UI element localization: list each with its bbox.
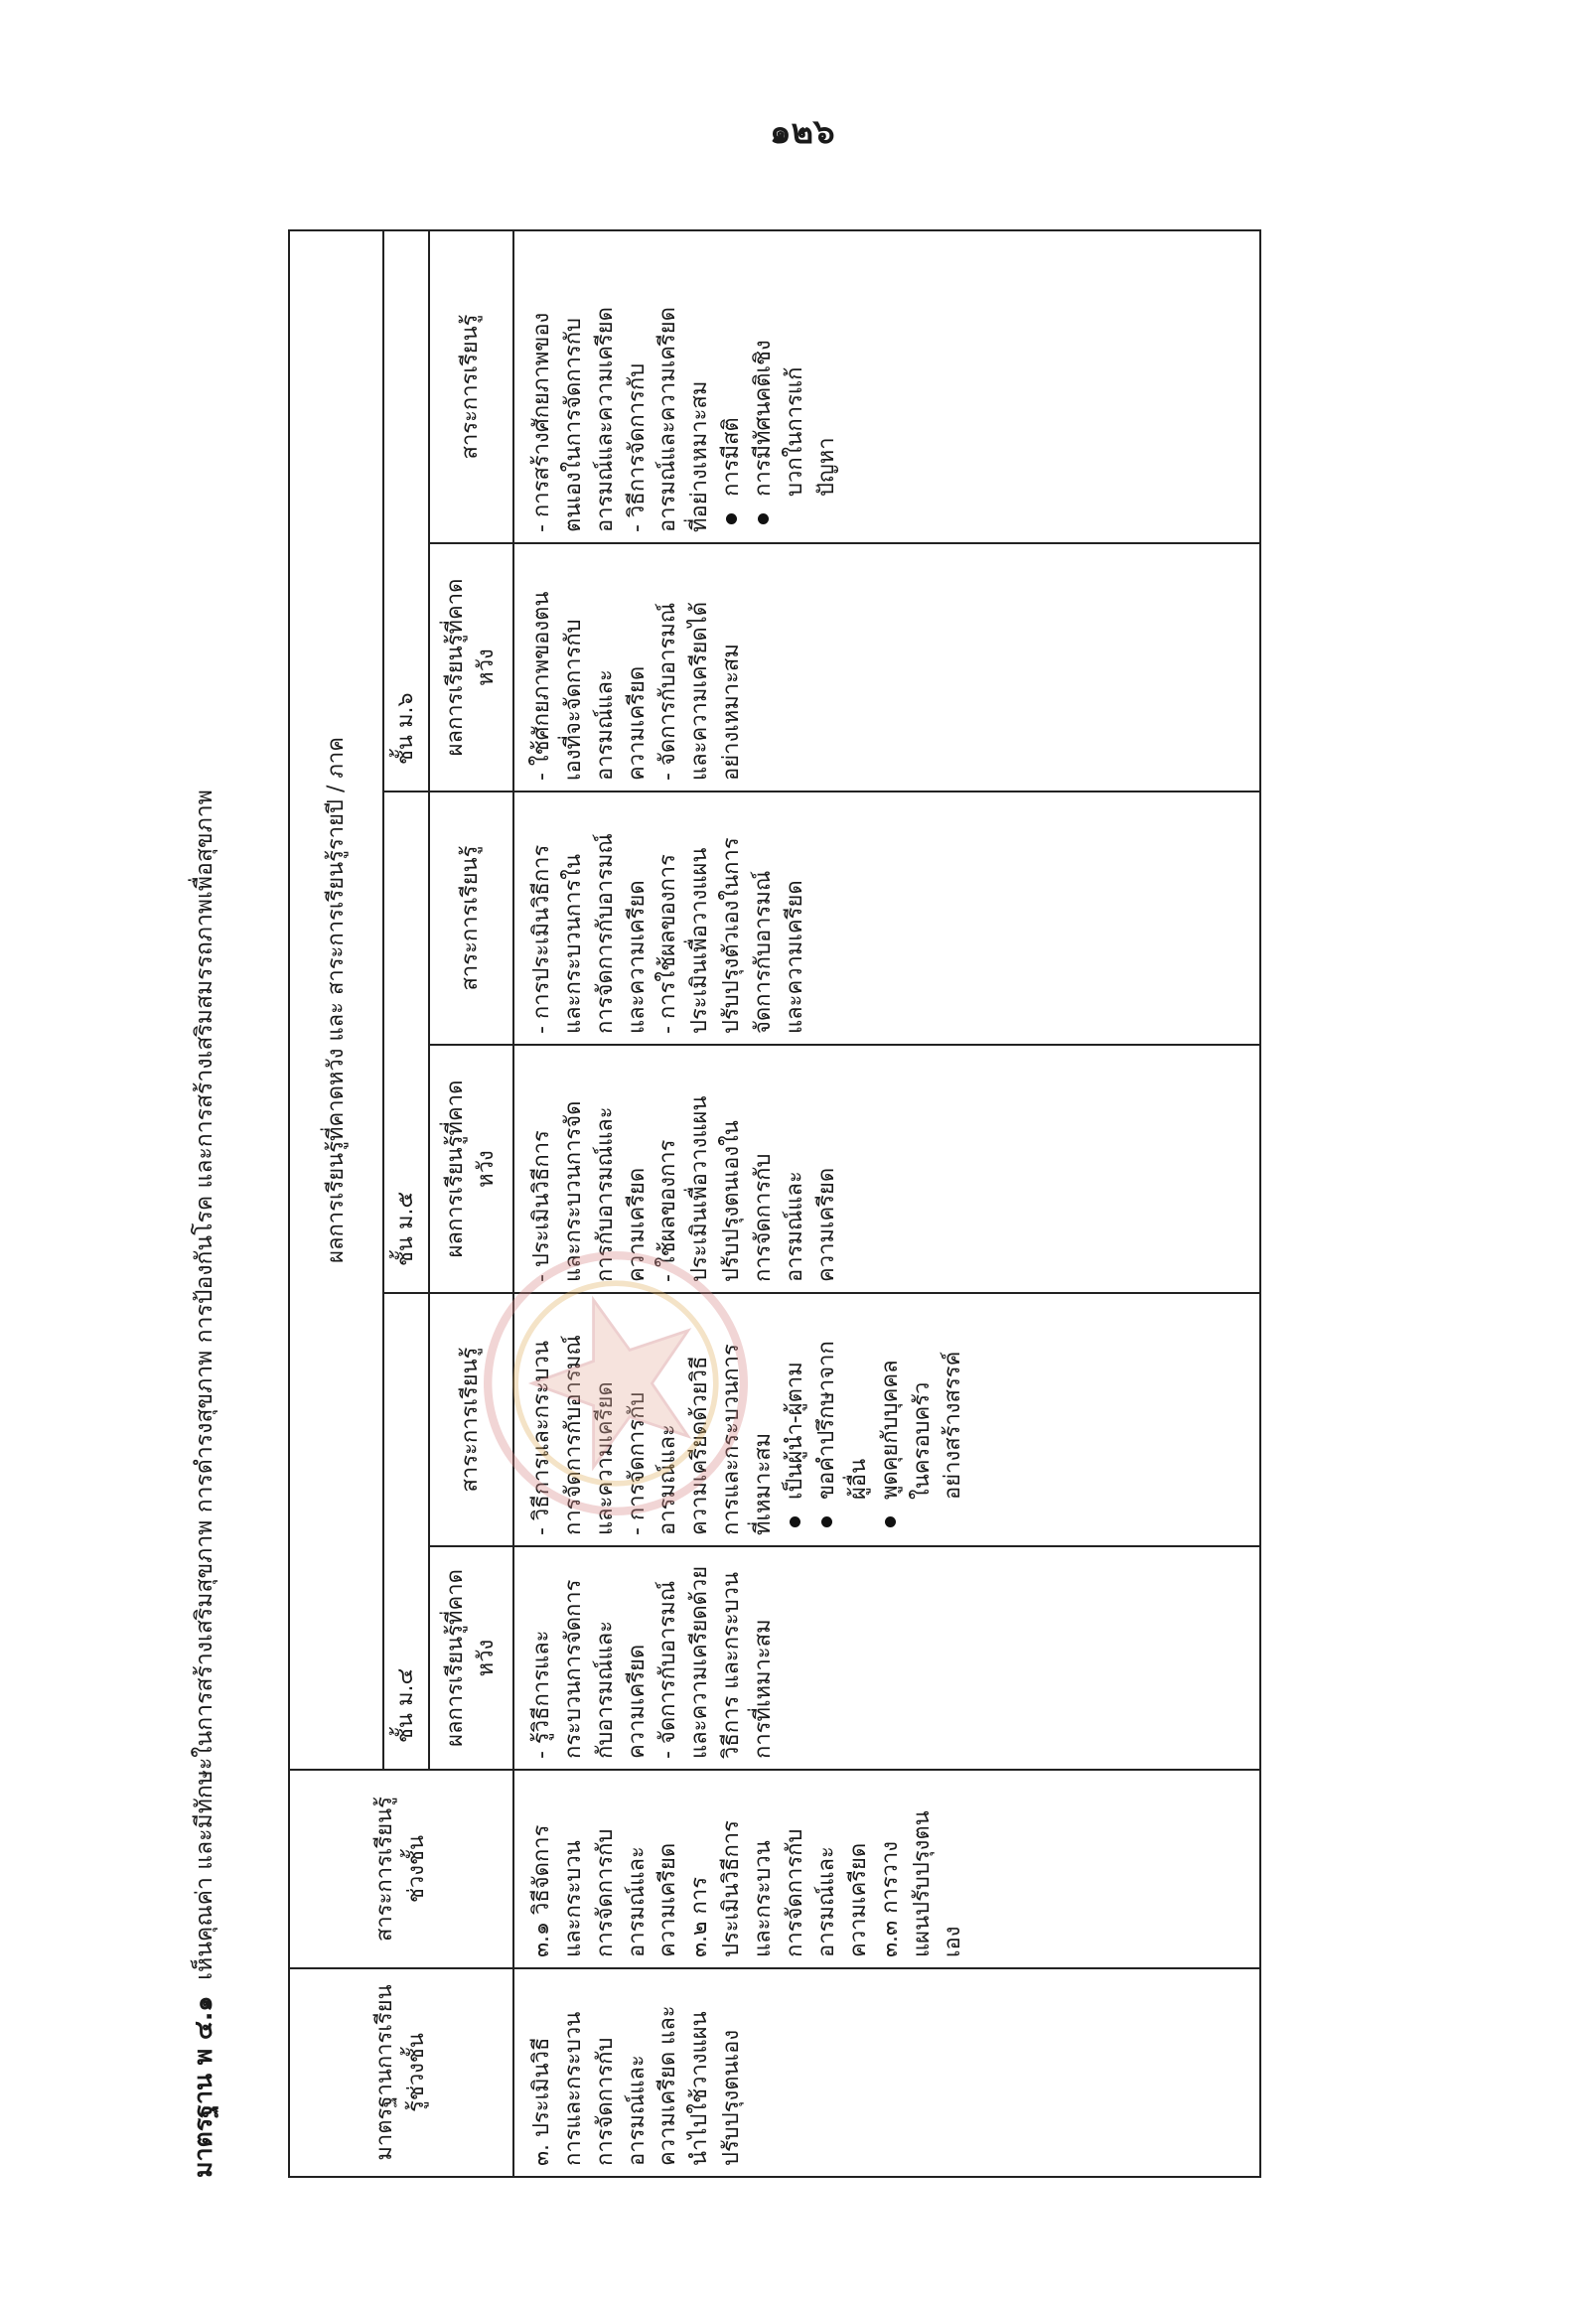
text-line: - การจัดการกับ: [624, 1391, 650, 1535]
text-line: ที่อย่างเหมาะสม: [687, 380, 713, 532]
cell-m6-content: [513, 230, 1260, 543]
header-m5-outcome: ผลการเรียนรู้ที่คาด หวัง: [429, 1045, 513, 1293]
cell-standard: [513, 1968, 1260, 2177]
text-line: การจัดการกับ: [751, 1153, 777, 1282]
bullet-item: [780, 1304, 811, 1535]
header-grade-m4: ชั้น ม.๔: [383, 1293, 429, 1770]
text-line: - ใช้ผลของการ: [655, 1139, 681, 1282]
text-line: อารมณ์และความเครียด: [655, 307, 681, 532]
bullet-item: [748, 241, 843, 532]
text-line: ความเครียด: [813, 1167, 839, 1282]
text-line: การจัดการกับอารมณ์: [560, 1335, 586, 1535]
text-line: ตนเองในการจัดการกับ: [560, 317, 586, 532]
text-line: การและกระบวน: [560, 2011, 586, 2166]
text-line: อารมณ์และ: [624, 2055, 650, 2166]
text-line: อารมณ์และ: [813, 1846, 839, 1957]
header-m6-content: สาระการเรียนรู้: [429, 230, 513, 543]
cell-core-content: [513, 1770, 1260, 1968]
standard-description: เห็นคุณค่า และมีทักษะในการสร้างเสริมสุขภาพ การดำรงสุขภาพ การป้องกันโรค และการสร้างเสริมสมรรถภาพเพื่อสุขภาพ: [192, 790, 218, 1980]
text-line: การจัดการกับ: [592, 2037, 618, 2166]
text-line: อารมณ์และ: [655, 1424, 681, 1535]
text-line: ปรับปรุงตนเอง: [719, 2029, 745, 2166]
text-line: - ประเมินวิธีการ: [528, 1130, 554, 1282]
text-line: การและกระบวนการ: [719, 1344, 745, 1535]
bullet-item: [811, 1304, 875, 1535]
text-line: การจัดการกับ: [592, 1828, 618, 1957]
text-line: - ใช้ศักยภาพของตน: [528, 591, 554, 781]
text-line: - จัดการกับอารมณ์: [655, 1580, 681, 1759]
bullet-text: พูดคุยกับบุคคล: [877, 1360, 903, 1500]
header-m4-outcome: ผลการเรียนรู้ที่คาด หวัง: [429, 1546, 513, 1770]
cell-m5-content: [513, 792, 1260, 1045]
text-line: ๓.๒ การ: [687, 1876, 713, 1957]
text-line: และความเครียด: [624, 880, 650, 1034]
text-line: กระบวนการจัดการ: [560, 1579, 586, 1759]
text-line: ที่เหมาะสม: [751, 1432, 777, 1535]
bullet-text: การมีทัศนคติเชิง: [751, 340, 777, 497]
text-line: กับอารมณ์และ: [592, 1620, 618, 1759]
curriculum-table: [288, 229, 1261, 2178]
bullet-text: ในครอบครัว: [909, 1381, 935, 1500]
text-line: และกระบวนการจัด: [560, 1100, 586, 1282]
text-line: จัดการกับอารมณ์: [751, 870, 777, 1034]
text-line: อารมณ์และ: [783, 1171, 808, 1282]
document-title: [174, 790, 233, 2178]
text-line: ความเครียดด้วยวิธี: [687, 1356, 713, 1535]
text-line: ปรับปรุงตัวเองในการ: [719, 837, 745, 1034]
header-group: ผลการเรียนรู้ที่คาดหวัง และ สาระการเรียนรู้รายปี / ภาค: [289, 230, 383, 1770]
text-line: และกระบวน: [751, 1840, 777, 1957]
bullet-item: [716, 241, 748, 532]
cell-m5-outcome: [513, 1045, 1260, 1293]
bullet-text: ผู้อื่น: [845, 1458, 871, 1500]
cell-m6-outcome: [513, 543, 1260, 792]
bullet-text: การมีสติ: [719, 417, 745, 497]
bullet-text: อย่างสร้างสรรค์: [941, 1351, 966, 1500]
header-m4-content: สาระการเรียนรู้: [429, 1293, 513, 1546]
page-number: ๑๒๖: [770, 112, 835, 152]
text-line: อารมณ์และ: [624, 1846, 650, 1957]
bullet-item: [875, 1304, 970, 1535]
text-line: เองที่จะจัดการกับ: [560, 619, 586, 781]
text-line: อารมณ์และความเครียด: [592, 307, 618, 532]
text-line: อย่างเหมาะสม: [719, 644, 745, 781]
text-line: - จัดการกับอารมณ์: [655, 602, 681, 781]
cell-m4-content: [513, 1293, 1260, 1546]
text-line: การจัดการกับอารมณ์: [592, 833, 618, 1034]
text-line: และความเครียดได้: [687, 602, 713, 781]
text-line: ประเมินเพื่อวางแผน: [687, 1095, 713, 1282]
text-line: ความเครียด: [655, 1842, 681, 1957]
text-line: แผนปรับปรุงตน: [909, 1810, 935, 1957]
text-line: ๓.๓ การวาง: [877, 1840, 903, 1957]
text-line: - การสร้างศักยภาพของ: [528, 312, 554, 532]
header-m6-outcome: ผลการเรียนรู้ที่คาด หวัง: [429, 543, 513, 792]
text-line: การจัดการกับ: [783, 1828, 808, 1957]
text-line: ปรับปรุงตนเองใน: [719, 1120, 745, 1282]
text-line: - วิธีการจัดการกับ: [624, 362, 650, 532]
text-line: และกระบวนการใน: [560, 853, 586, 1034]
standard-code: มาตรฐาน พ ๔.๑: [189, 1995, 218, 2178]
text-line: และความเครียด: [592, 1381, 618, 1535]
text-line: และความเครียด: [783, 880, 808, 1034]
text-line: ๓. ประเมินวิธี: [528, 2037, 554, 2166]
bullet-text: ขอคำปรึกษาจาก: [813, 1341, 839, 1500]
text-line: ประเมินวิธีการ: [719, 1820, 745, 1957]
text-line: - การใช้ผลของการ: [655, 854, 681, 1034]
text-line: - การประเมินวิธีการ: [528, 844, 554, 1034]
text-line: ความเครียด และ: [655, 2005, 681, 2166]
bullet-text: ปัญหา: [813, 437, 839, 497]
text-line: ความเครียด: [624, 1644, 650, 1759]
rotated-page-content: [174, 192, 1296, 2178]
text-line: และกระบวน: [560, 1840, 586, 1957]
header-grade-m5: ชั้น ม.๕: [383, 792, 429, 1293]
text-line: การที่เหมาะสม: [751, 1619, 777, 1759]
text-line: - รู้วิธีการและ: [528, 1630, 554, 1759]
bullet-text: เป็นผู้นำ-ผู้ตาม: [783, 1362, 808, 1500]
text-line: ประเมินเพื่อวางแผน: [687, 847, 713, 1034]
text-line: และความเครียดด้วย: [687, 1565, 713, 1759]
text-line: ความเครียด: [624, 665, 650, 781]
header-standard: มาตรฐานการเรียน รู้ช่วงชั้น: [289, 1968, 513, 2177]
header-m5-content: สาระการเรียนรู้: [429, 792, 513, 1045]
header-grade-m6: ชั้น ม.๖: [383, 230, 429, 792]
text-line: เอง: [941, 1926, 966, 1957]
text-line: ๓.๑ วิธีจัดการ: [528, 1824, 554, 1957]
text-line: อารมณ์และ: [592, 669, 618, 781]
header-core-content: สาระการเรียนรู้ ช่วงชั้น: [289, 1770, 513, 1968]
text-line: ความเครียด: [845, 1842, 871, 1957]
text-line: นำไปใช้วางแผน: [687, 2011, 713, 2166]
text-line: ความเครียด: [624, 1167, 650, 1282]
cell-m4-outcome: [513, 1546, 1260, 1770]
text-line: การกับอารมณ์และ: [592, 1106, 618, 1282]
bullet-text: บวกในการแก้: [783, 366, 808, 497]
text-line: วิธีการ และกระบวน: [719, 1571, 745, 1759]
text-line: - วิธีการและกระบวน: [528, 1341, 554, 1535]
